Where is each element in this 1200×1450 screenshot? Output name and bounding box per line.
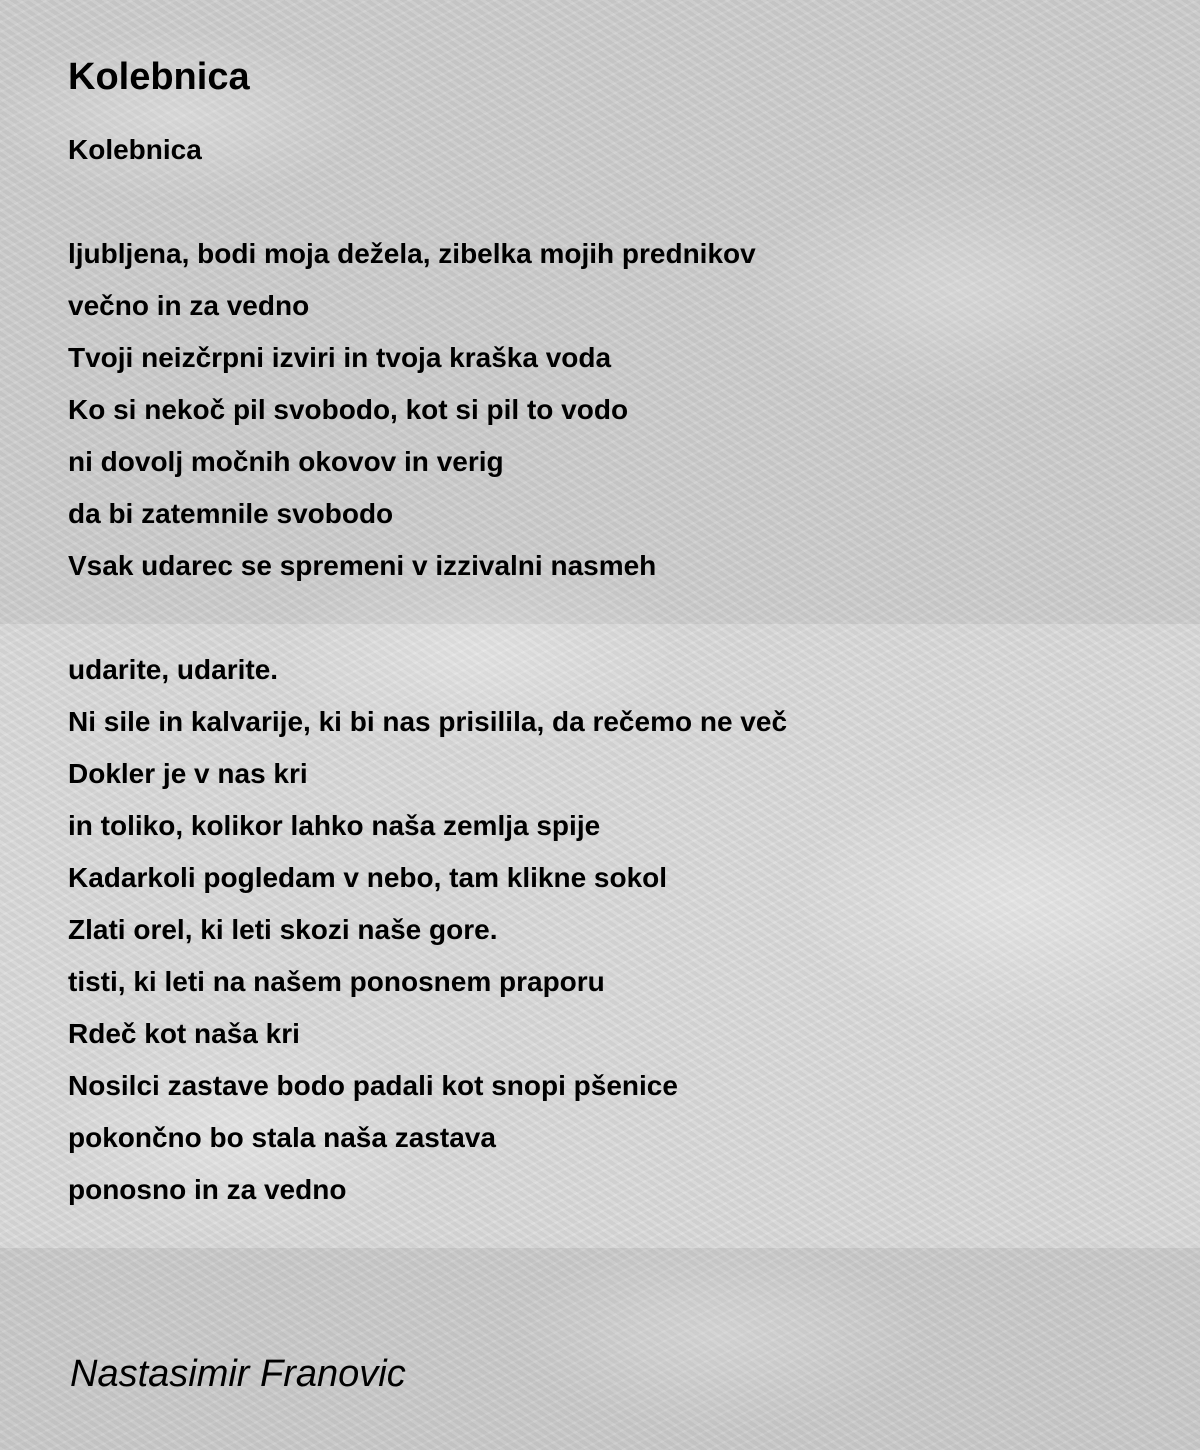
stanza-break <box>68 176 1148 228</box>
stanza-break <box>68 592 1148 644</box>
poem-line: Dokler je v nas kri <box>68 758 308 789</box>
poem-container <box>68 52 1148 1216</box>
poem-line: da bi zatemnile svobodo <box>68 498 394 529</box>
poem-line: in toliko, kolikor lahko naša zemlja spije <box>68 810 601 841</box>
poem-line: Tvoji neizčrpni izviri in tvoja kraška voda <box>68 342 612 373</box>
poem-line: večno in za vedno <box>68 290 310 321</box>
background-band-bottom <box>0 1248 1200 1450</box>
poem-line: Ni sile in kalvarije, ki bi nas prisilila, da rečemo ne več <box>68 706 788 737</box>
poem-line: Ko si nekoč pil svobodo, kot si pil to vodo <box>68 394 629 425</box>
poem-line: Kolebnica <box>68 134 202 165</box>
poem-line: tisti, ki leti na našem ponosnem praporu <box>68 966 605 997</box>
poem-body <box>68 124 1148 1216</box>
poem-line: Kadarkoli pogledam v nebo, tam klikne sokol <box>68 862 668 893</box>
poem-line: Zlati orel, ki leti skozi naše gore. <box>68 914 498 945</box>
poem-line: pokončno bo stala naša zastava <box>68 1122 496 1153</box>
poem-title: Kolebnica <box>68 56 250 98</box>
poem-line: Rdeč kot naša kri <box>68 1018 300 1049</box>
poem-line: ponosno in za vedno <box>68 1174 347 1205</box>
poem-line: ni dovolj močnih okovov in verig <box>68 446 504 477</box>
poem-line: Nosilci zastave bodo padali kot snopi pšenice <box>68 1070 678 1101</box>
poem-line: udarite, udarite. <box>68 654 279 685</box>
poem-line: ljubljena, bodi moja dežela, zibelka mojih prednikov <box>68 238 756 269</box>
poem-line: Vsak udarec se spremeni v izzivalni nasmeh <box>68 550 657 581</box>
poem-author: Nastasimir Franovic <box>70 1353 406 1395</box>
